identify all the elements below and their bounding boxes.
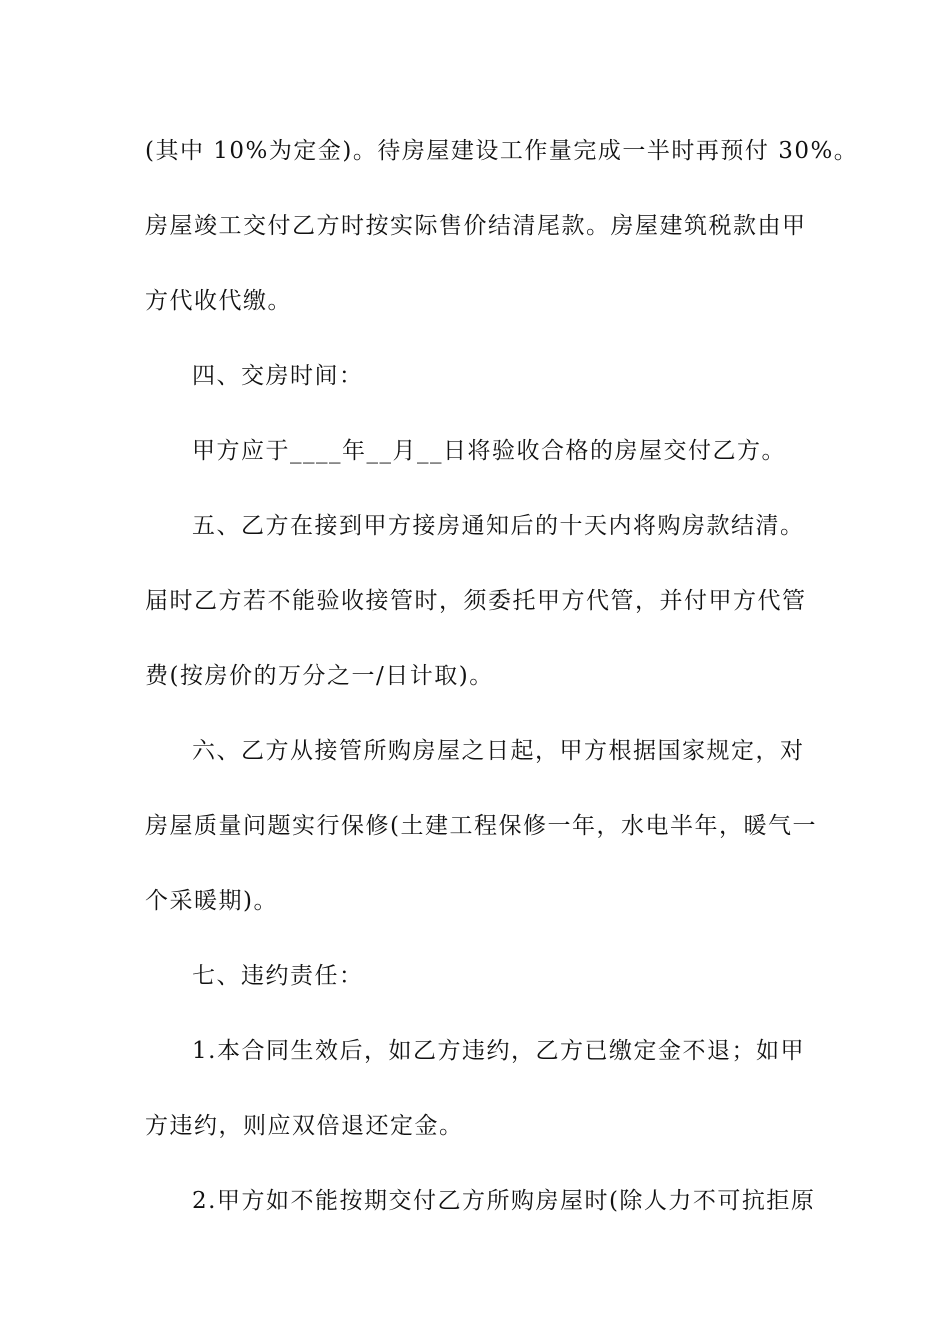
text-line-11: 个采暖期)。 <box>145 888 278 914</box>
text-line-7: 届时乙方若不能验收接管时，须委托甲方代管，并付甲方代管 <box>145 588 807 614</box>
text-line-13: 1.本合同生效后，如乙方违约，乙方已缴定金不退；如甲 <box>192 1038 805 1064</box>
section-heading-breach: 七、违约责任： <box>192 963 364 989</box>
text-line-1: (其中 10%为定金)。待房屋建设工作量完成一半时再预付 30%。 <box>145 138 859 164</box>
text-line-14: 方违约，则应双倍退还定金。 <box>145 1113 464 1139</box>
text-line-2: 房屋竣工交付乙方时按实际售价结清尾款。房屋建筑税款由甲 <box>145 213 807 239</box>
text-line-3: 方代收代缴。 <box>145 288 292 314</box>
text-line-5: 甲方应于____年__月__日将验收合格的房屋交付乙方。 <box>192 438 786 464</box>
text-line-9: 六、乙方从接管所购房屋之日起，甲方根据国家规定，对 <box>192 738 805 764</box>
text-line-6: 五、乙方在接到甲方接房通知后的十天内将购房款结清。 <box>192 513 805 539</box>
text-line-10: 房屋质量问题实行保修(土建工程保修一年，水电半年，暖气一 <box>145 813 817 839</box>
section-heading-delivery-time: 四、交房时间： <box>192 363 364 389</box>
text-line-15: 2.甲方如不能按期交付乙方所购房屋时(除人力不可抗拒原 <box>192 1188 816 1214</box>
text-line-8: 费(按房价的万分之一/日计取)。 <box>145 663 494 689</box>
